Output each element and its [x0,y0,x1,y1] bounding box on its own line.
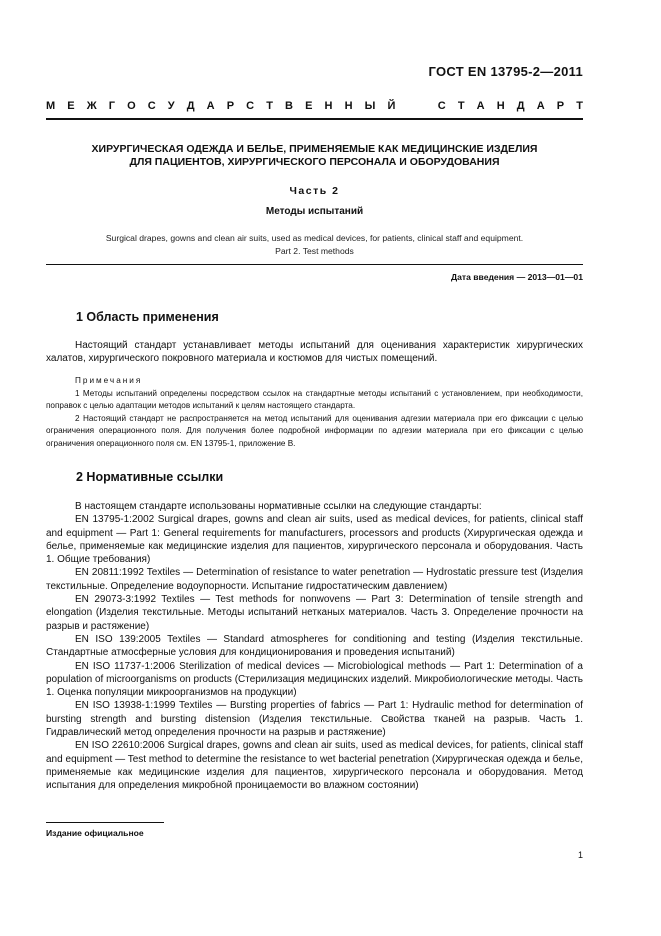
banner-letter: Е [67,100,75,112]
banner-letter: С [246,100,255,112]
banner-letter: А [536,100,545,112]
standard-id: ГОСТ EN 13795-2—2011 [428,64,583,79]
note-1: 1 Методы испытаний определены посредством ссылок на стандартные методы испытаний с установлением, при необходимости, поправок с целью адаптации методов испытаний к целям настоящего стандарта. [46,388,583,410]
banner-letter: Н [496,100,505,112]
section-1-text [46,339,583,366]
banner-letter: Н [324,100,333,112]
banner-letter: Т [457,100,465,112]
banner-letter: Е [305,100,313,112]
note-2: 2 Настоящий стандарт не распространяется на метод испытаний для оценивания адгезии материала при его фиксации с целью ограничения операционного поля. Для получения более подробной информации по адгезии материала при его фиксации с целью ограничения операционного поля см. EN 13795-1, приложение В. [46,413,583,448]
title-line-2: ДЛЯ ПАЦИЕНТОВ, ХИРУРГИЧЕСКОГО ПЕРСОНАЛА И ОБОРУДОВАНИЯ [129,156,500,168]
interstate-standard-banner [46,100,583,112]
banner-letter: М [46,100,56,112]
header-rule [46,118,583,120]
introduction-date: Дата введения — 2013—01—01 [450,272,583,282]
banner-letter [423,100,426,112]
banner-letter: А [206,100,215,112]
english-title-line-1: Surgical drapes, gowns and clean air suits, used as medical devices, for patients, clinical staff and equipment. [105,233,524,243]
reference-item: EN 20811:1992 Textiles — Determination of resistance to water penetration — Hydrostatic pressure test (Изделия текстильные. Определение водоупорности. Испытание гидростатическим давлением) [46,567,583,592]
part-number: Часть 2 [289,185,340,197]
reference-item: EN 13795-1:2002 Surgical drapes, gowns and clean air suits, used as medical devices, for patients, clinical staff and equipment — Part 1: General requirements for manufacturers, processors and products (Хирургическая одежда и белье, применяемые как медицинские изделия для пациентов, хирургического персонала и оборудования. Часть 1. Общие требования) [46,514,583,566]
edition-label: Издание официальное [46,828,144,838]
title-rule [46,264,583,265]
footer-rule [46,822,164,823]
reference-item: EN 29073-3:1992 Textiles — Test methods for nonwovens — Part 3: Determination of tensile strength and elongation (Изделия текстильные. Методы испытаний нетканых материалов. Часть 3. Определение прочности на разрыв и растяжение) [46,594,583,632]
banner-letter: У [167,100,175,112]
banner-letter: Й [387,100,396,112]
section-1-heading: 1 Область применения [76,310,219,324]
banner-letter: А [476,100,485,112]
banner-letter: Д [186,100,195,112]
english-title [46,232,583,258]
banner-letter: Н [344,100,353,112]
title-line-1: ХИРУРГИЧЕСКАЯ ОДЕЖДА И БЕЛЬЕ, ПРИМЕНЯЕМЫЕ КАК МЕДИЦИНСКИЕ ИЗДЕЛИЯ [91,143,538,155]
banner-letter [407,100,410,112]
banner-letter: С [437,100,446,112]
banner-letter: Т [266,100,273,112]
banner-letter: О [127,100,136,112]
banner-letter: Ж [86,100,97,112]
document-title [46,143,583,169]
banner-letter: Р [226,100,235,112]
notes-block [46,375,583,450]
page-number: 1 [577,850,583,860]
section-2-heading: 2 Нормативные ссылки [76,470,224,484]
reference-item: EN ISO 139:2005 Textiles — Standard atmospheres for conditioning and testing (Изделия текстильные. Стандартные атмосферные условия для кондиционирования и проведения испытаний) [46,633,583,659]
reference-item: EN ISO 11737-1:2006 Sterilization of medical devices — Microbiological methods — Part 1: Determination of a population of microorganisms on products (Стерилизация медицинских изделий. Микробиологические методы. Часть 1. Оценка популяции микроорганизмов на продукции) [46,660,583,699]
reference-item: EN ISO 22610:2006 Surgical drapes, gowns and clean air suits, used as medical devices, for patients, clinical staff and equipment — Test method to determine the resistance to wet bacterial penetration (Хирургическая одежда и белье, применяемые как медицинские изделия для пациентов, хирургического персонала и оборудования. Метод испытания для определения микробной проницаемости во влажном состоянии) [46,740,583,792]
banner-letter: Р [556,100,565,112]
banner-letter: Д [516,100,525,112]
reference-item: EN ISO 13938-1:1999 Textiles — Bursting properties of fabrics — Part 1: Hydraulic method for determination of bursting strength and bursting distension (Изделия текстильные. Свойства тканей на разрыв. Часть 1. Гидравлический метод определения прочности на разрыв и растяжение) [46,700,583,739]
banner-letter: В [285,100,293,112]
notes-heading: Примечания [75,376,143,385]
part-name: Методы испытаний [265,206,364,217]
banner-letter: Ы [364,100,376,112]
english-title-line-2: Part 2. Test methods [275,246,354,256]
references-intro: В настоящем стандарте использованы нормативные ссылки на следующие стандарты: [75,501,482,512]
banner-letter: Т [576,100,583,112]
banner-letter: С [147,100,156,112]
scope-paragraph: Настоящий стандарт устанавливает методы испытаний для оценивания характеристик хирургических халатов, хирургического покровного материала и костюмов для чистых помещений. [46,340,583,365]
normative-references [46,500,583,793]
banner-letter: Г [108,100,115,112]
